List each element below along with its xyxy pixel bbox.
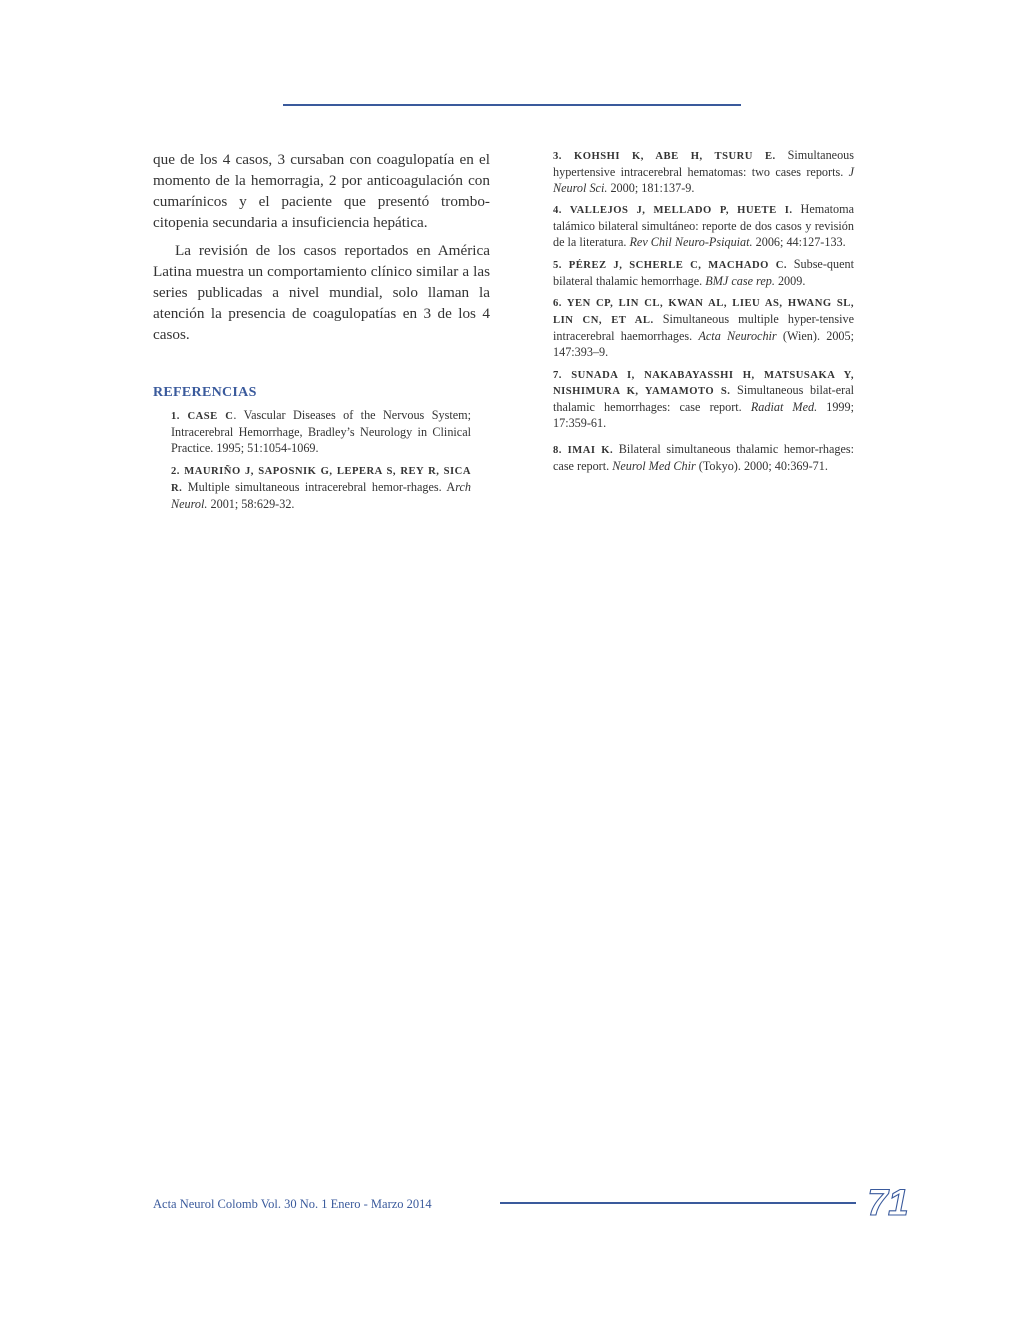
reference-authors: 4. VALLEJOS J, MELLADO P, HUETE I.	[553, 205, 793, 217]
reference-text: 2000; 181:137-9.	[607, 180, 695, 195]
left-column	[153, 149, 490, 520]
header-rule	[283, 104, 741, 106]
footer-journal-info: Acta Neurol Colomb Vol. 30 No. 1 Enero - Marzo 2014	[153, 1197, 432, 1211]
references-heading: REFERENCIAS	[153, 385, 257, 400]
reference-journal: Rev Chil Neuro-Psiquiat.	[629, 234, 753, 249]
reference-text: 1999; 17:359-61.	[553, 400, 855, 430]
reference-item	[553, 148, 854, 196]
reference-text: Hematoma talámico bilateral simultáneo: reporte de dos casos y revisión de la literatura.	[553, 202, 854, 249]
reference-text: . Vascular Diseases of the Nervous System; Intracerebral Hemorrhage, Bradley’s Neurology in Clinical Practice. 1995; 51:1054-1069.	[171, 408, 471, 455]
reference-text: Subse-quent bilateral thalamic hemorrhage.	[553, 256, 854, 288]
reference-text: Bilateral simultaneous thalamic hemor-rhages: case report.	[553, 441, 854, 473]
reference-item	[171, 408, 471, 456]
reference-text: (Wien). 2005; 147:393–9.	[553, 328, 854, 359]
reference-journal: BMJ case rep.	[705, 273, 775, 288]
reference-journal: Radiat Med.	[750, 400, 818, 415]
reference-item	[553, 367, 854, 432]
body-paragraph-1: que de los 4 casos, 3 cursaban con coagulopatía en el momento de la hemorragia, 2 por anticoagulación con cumarínicos y el paciente que presentó trombo-citopenia secundaria a insuficiencia hepática.	[153, 151, 490, 231]
reference-authors: 3. KOHSHI K, ABE H, TSURU E.	[553, 151, 776, 162]
reference-authors: 2. MAURIÑO J, SAPOSNIK G, LEPERA S, REY R, SICA R.	[171, 466, 471, 495]
reference-item	[553, 202, 854, 250]
reference-journal: J Neurol Sci.	[553, 164, 854, 195]
reference-journal: Neurol Med Chir	[612, 458, 696, 473]
references-list-left	[171, 408, 471, 513]
reference-journal: rch Neurol.	[171, 480, 471, 511]
reference-authors: 5. PÉREZ J, SCHERLE C, MACHADO C.	[553, 259, 787, 271]
footer-rule	[500, 1202, 856, 1204]
reference-item	[171, 463, 471, 512]
reference-text: 2009.	[774, 273, 806, 288]
reference-text: Multiple simultaneous intracerebral hemor-rhages. A	[182, 480, 456, 495]
page-number	[867, 1182, 909, 1223]
page-number-text: 71	[867, 1182, 909, 1223]
right-column	[553, 148, 854, 480]
reference-text: Simultaneous hypertensive intracerebral hematomas: two cases reports.	[553, 148, 854, 179]
body-paragraph-2: La revisión de los casos reportados en América Latina muestra un comportamiento clínico similar a las series publicadas a nivel mundial, solo llaman la atención la presencia de coagulopatías en 3 de los 4 casos.	[153, 242, 490, 343]
reference-text: 2006; 44:127-133.	[752, 234, 846, 249]
reference-item	[553, 442, 854, 475]
reference-text: Simultaneous bilat-eral thalamic hemorrhages: case report.	[553, 383, 854, 415]
reference-authors: 6. YEN CP, LIN CL, KWAN AL, LIEU AS, HWANG SL, LIN CN, ET AL.	[553, 298, 854, 327]
reference-text: Simultaneous multiple hyper-tensive intracerebral haemorrhages.	[553, 312, 854, 343]
reference-text: 2001; 58:629-32.	[207, 496, 295, 511]
reference-authors: 1. CASE C	[171, 411, 234, 422]
reference-item	[553, 257, 854, 290]
reference-authors: 7. SUNADA I, NAKABAYASSHI H, MATSUSAKA Y, NISHIMURA K, YAMAMOTO S.	[553, 369, 854, 398]
reference-item	[553, 295, 854, 360]
reference-journal: Acta Neurochir	[698, 328, 777, 343]
reference-text: (Tokyo). 2000; 40:369-71.	[695, 458, 828, 473]
reference-authors: 8. IMAI K.	[553, 444, 614, 456]
